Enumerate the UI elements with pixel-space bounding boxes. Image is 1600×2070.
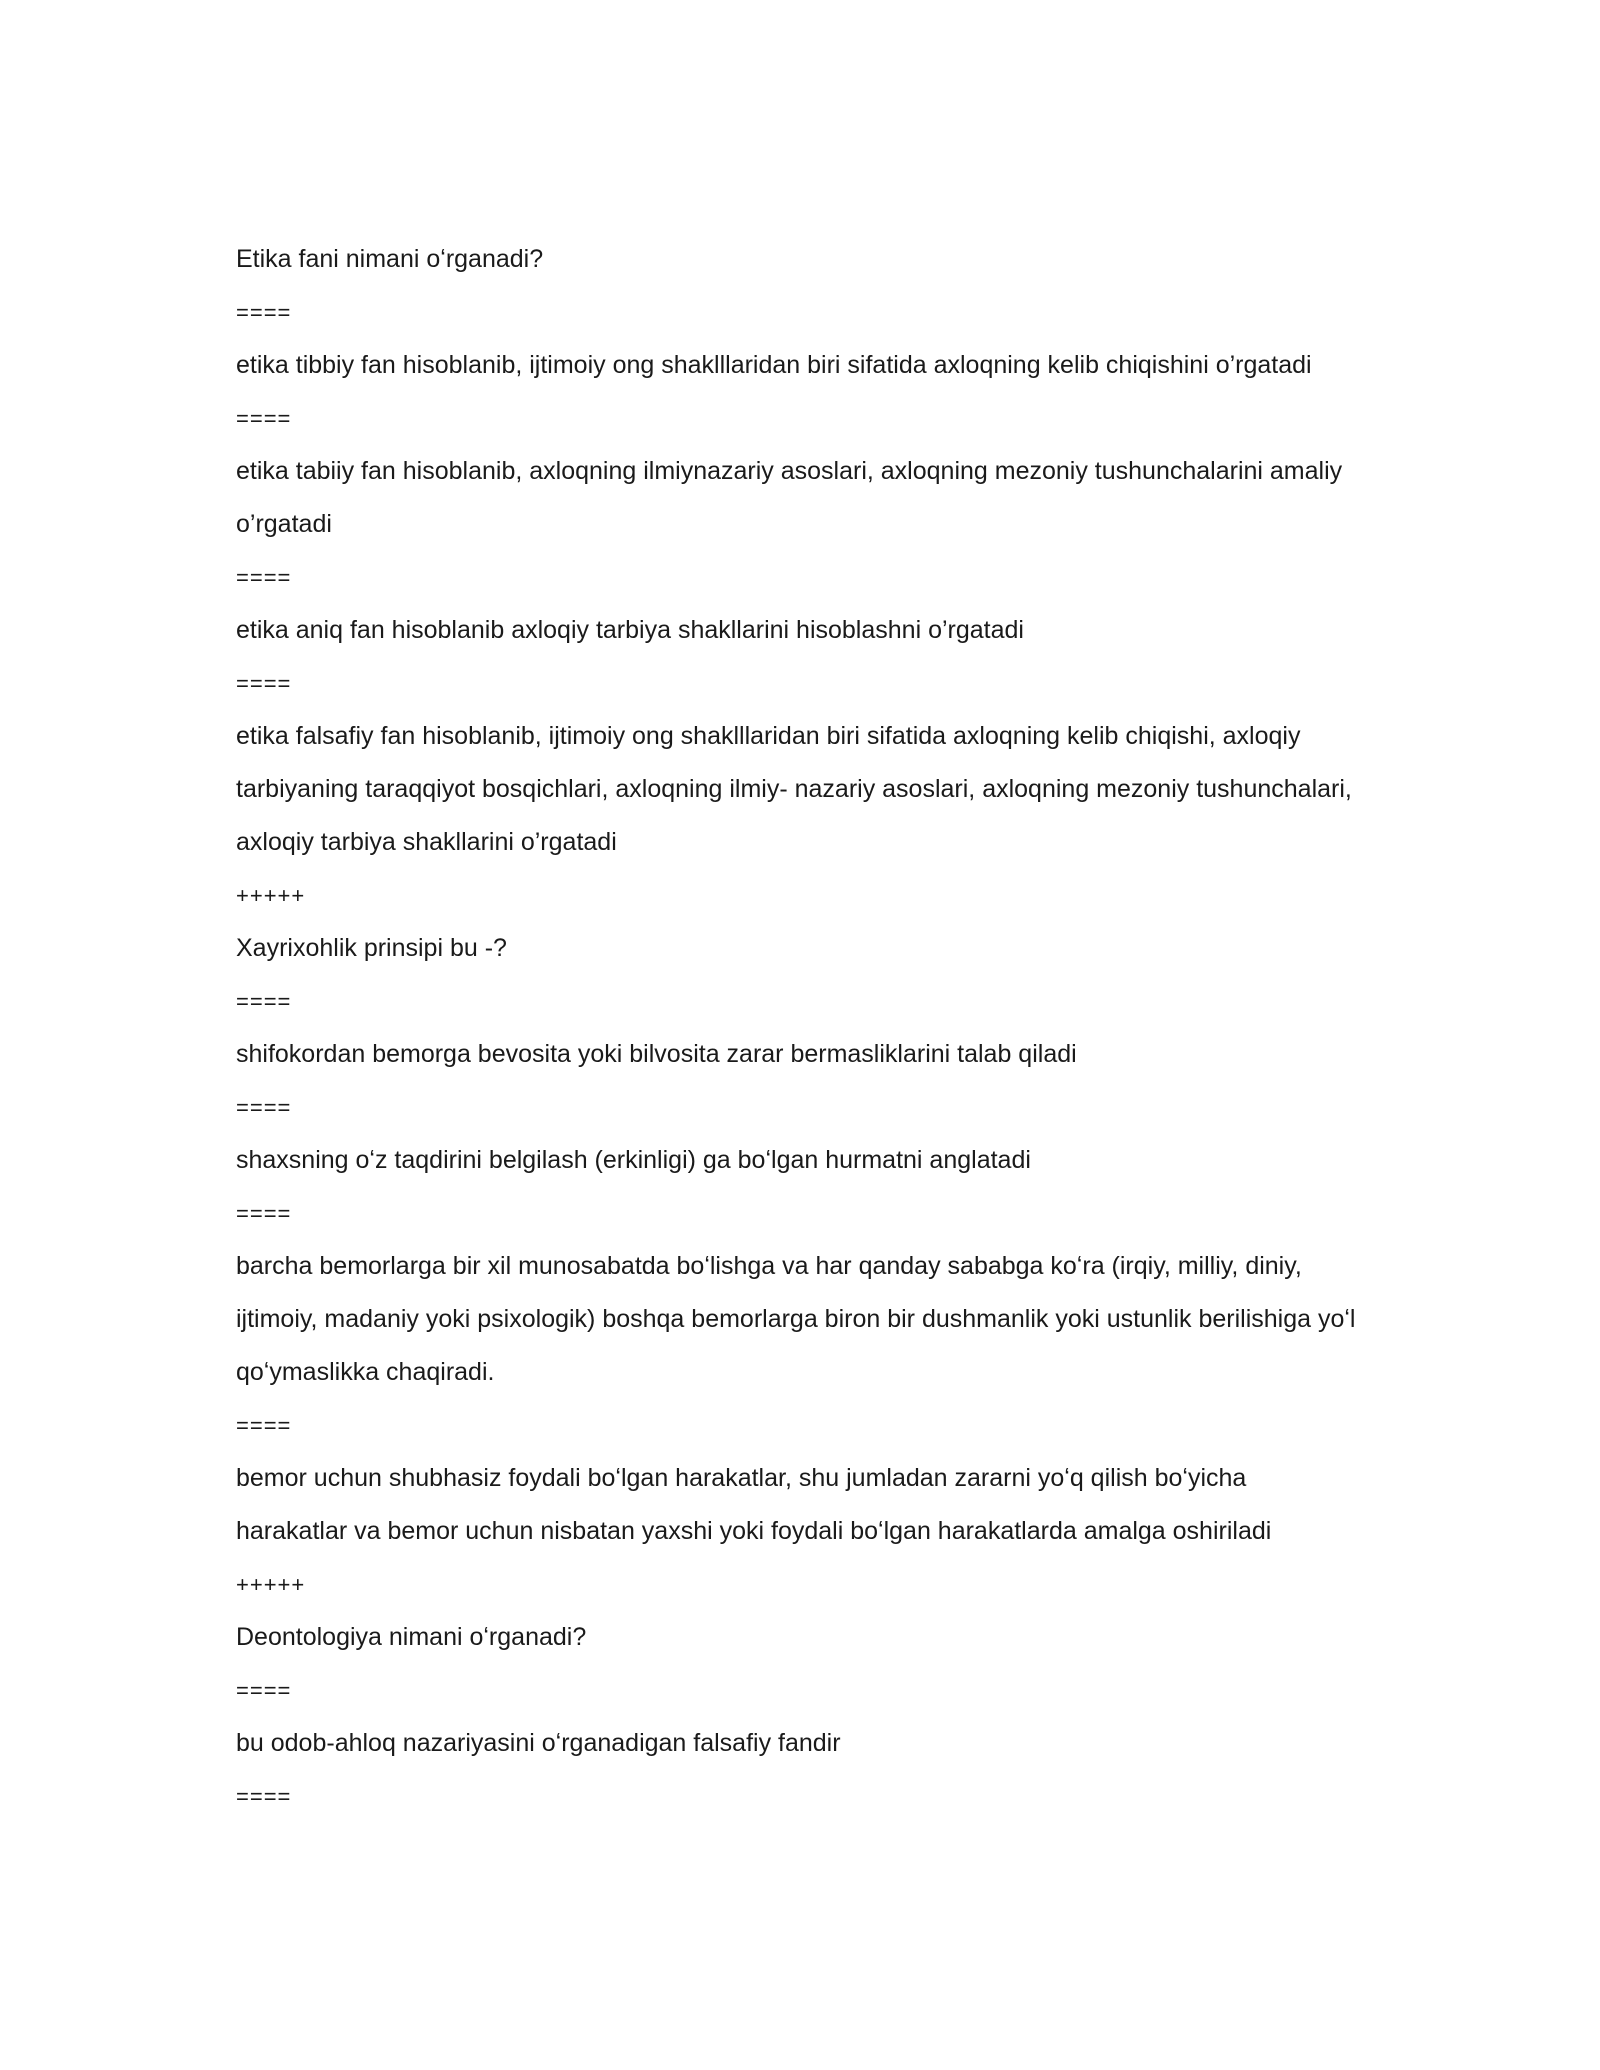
option-separator: ====: [236, 406, 292, 431]
answer-option: barcha bemorlarga bir xil munosabatda boʻlishga va har qanday sababga koʻra (irqiy, milliy, diniy, ijtimoiy, madaniy yoki psixologik) boshqa bemorlarga biron bir dushmanlik yoki ustunlik berilishiga yoʻl qoʻymaslikka chaqiradi.: [236, 1252, 1356, 1386]
question-text: Xayrixohlik prinsipi bu -?: [236, 934, 507, 962]
option-separator: ====: [236, 565, 292, 590]
answer-option: bu odob-ahloq nazariyasini oʻrganadigan falsafiy fandir: [236, 1729, 841, 1757]
answer-option: etika falsafiy fan hisoblanib, ijtimoiy ong shaklllaridan biri sifatida axloqning kelib chiqishi, axloqiy tarbiyaning taraqqiyot bosqichlari, axloqning ilmiy- nazariy asoslari, axloqning mezoniy tushunchalari, axloqiy tarbiya shakllarini o’rgatadi: [236, 722, 1352, 856]
option-separator: ====: [236, 671, 292, 696]
option-separator: ====: [236, 1413, 292, 1438]
answer-option: shifokordan bemorga bevosita yoki bilvosita zarar bermasliklarini talab qiladi: [236, 1040, 1077, 1068]
question-text: Deontologiya nimani oʻrganadi?: [236, 1623, 587, 1651]
option-separator: ====: [236, 1201, 292, 1226]
option-separator: ====: [236, 989, 292, 1014]
option-separator: ====: [236, 1678, 292, 1703]
question-separator: +++++: [236, 883, 306, 908]
question-separator: +++++: [236, 1572, 306, 1597]
document-body: [236, 233, 1356, 1823]
option-separator: ====: [236, 300, 292, 325]
option-separator: ====: [236, 1095, 292, 1120]
answer-option: etika aniq fan hisoblanib axloqiy tarbiya shakllarini hisoblashni o’rgatadi: [236, 616, 1024, 644]
answer-option: shaxsning oʻz taqdirini belgilash (erkinligi) ga boʻlgan hurmatni anglatadi: [236, 1146, 1031, 1174]
answer-option: etika tibbiy fan hisoblanib, ijtimoiy ong shaklllaridan biri sifatida axloqning kelib chiqishini o’rgatadi: [236, 351, 1312, 379]
question-text: Etika fani nimani oʻrganadi?: [236, 245, 544, 273]
answer-option: etika tabiiy fan hisoblanib, axloqning ilmiynazariy asoslari, axloqning mezoniy tushunchalarini amaliy o’rgatadi: [236, 457, 1343, 538]
option-separator: ====: [236, 1784, 292, 1809]
answer-option: bemor uchun shubhasiz foydali boʻlgan harakatlar, shu jumladan zararni yoʻq qilish boʻyicha harakatlar va bemor uchun nisbatan yaxshi yoki foydali boʻlgan harakatlarda amalga oshiriladi: [236, 1464, 1272, 1545]
